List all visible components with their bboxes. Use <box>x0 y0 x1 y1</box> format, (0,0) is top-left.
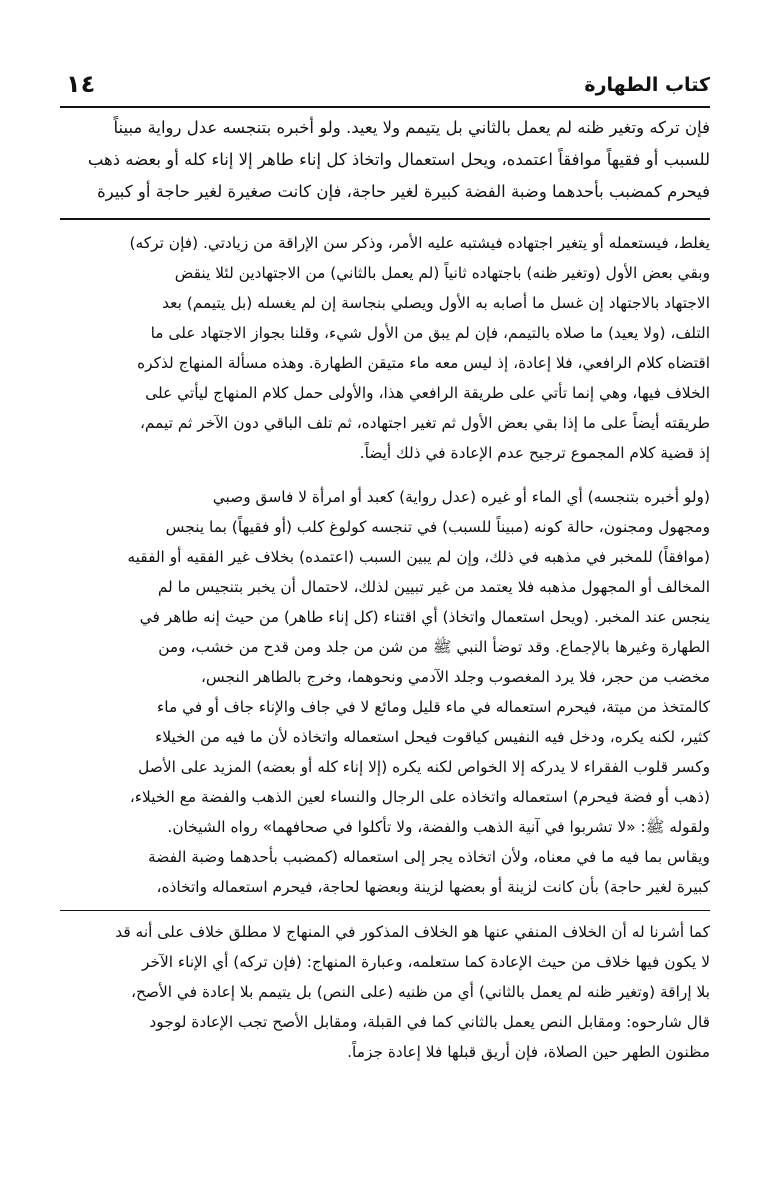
commentary-line: إذ قضية كلام المجموع ترجيح عدم الإعادة في ذلك أيضاً. <box>359 444 710 462</box>
commentary-line: المخالف أو المجهول مذهبه فلا يعتمد من غير تبيين لذلك، لاحتمال أن يخبر بتنجيس ما لم <box>157 578 710 596</box>
commentary-paragraph-1 <box>60 228 710 468</box>
matn-line: فيحرم كمضبب بأحدهما وضبة الفضة كبيرة لغير حاجة، فإن كانت صغيرة لغير حاجة أو كبيرة <box>97 182 710 201</box>
commentary-line: كثير، لكنه يكره، ودخل فيه النفيس كياقوت فيحل استعماله واتخاذه لأن ما فيه من الخيلاء <box>155 728 710 746</box>
matn-text <box>60 112 710 208</box>
running-title: كتاب الطهارة <box>584 74 710 96</box>
commentary-line: وكسر قلوب الفقراء لا يدركه إلا الخواص لكنه يكره (إلا إناء كله أو بعضه) المزيد على الأصل <box>138 758 710 776</box>
page-header <box>60 70 710 106</box>
matn-line: فإن تركه وتغير ظنه لم يعمل بالثاني بل يتيمم ولا يعيد. ولو أخبره بتنجسه عدل رواية مبيناً <box>113 118 710 137</box>
footnote-line: لا يكون فيها خلاف من حيث الإعادة كما ستعلمه، وعبارة المنهاج: (فإن تركه) أي الإناء الآخر <box>141 953 710 971</box>
commentary-line: (موافقاً) للمخبر في مذهبه في ذلك، وإن لم يبين السبب (اعتمده) بخلاف غير الفقيه أو الفقيه <box>127 548 710 566</box>
commentary-line: ويقاس بما فيه ما في معناه، ولأن اتخاذه يجر إلى استعماله (كمضبب بأحدهما وضبة الفضة <box>148 848 710 866</box>
commentary-line: الخلاف فيها، وهي إنما تأتي على طريقة الرافعي هذا، والأولى حمل كلام المنهاج ليأتي على <box>145 384 710 402</box>
matn-separator-rule <box>60 218 710 220</box>
header-rule <box>60 106 710 108</box>
commentary-line: طريقته أيضاً على ما إذا بقي بعض الأول ثم تغير اجتهاده، ثم تلف الباقي دون الآخر ثم تيمم، <box>139 414 710 432</box>
commentary-line: اقتضاه كلام الرافعي، فلا إعادة، إذ ليس معه ماء متيقن الطهارة. وهذه مسألة المنهاج لذكره <box>137 354 710 372</box>
commentary-line: (ذهب أو فضة فيحرم) استعماله واتخاذه على الرجال والنساء لعين الذهب والفضة مع الخيلاء، <box>129 788 710 806</box>
commentary-line: كبيرة لغير حاجة) بأن كانت لزينة أو بعضها لزينة وبعضها لحاجة، فيحرم استعماله واتخاذه، <box>156 878 710 896</box>
footnote-line: بلا إراقة (وتغير ظنه لم يعمل بالثاني) أي من ظنيه (على النص) بل يتيمم بلا إعادة في الأصح، <box>130 983 710 1001</box>
book-page <box>60 70 710 1067</box>
commentary-line: ولقوله ﷺ: «لا تشربوا في آنية الذهب والفضة، ولا تأكلوا في صحافهما» رواه الشيخان. <box>167 818 710 836</box>
page-number: ١٤ <box>66 70 96 98</box>
commentary-line: ينجس عند المخبر. (ويحل استعمال واتخاذ) أي اقتناء (كل إناء طاهر) من حيث إنه طاهر في <box>139 608 710 626</box>
commentary-line: مخضب من حجر، فلا يرد المغصوب وجلد الآدمي ونحوهما، وخرج بالطاهر النجس، <box>200 668 710 686</box>
commentary-line: التلف، (ولا يعيد) ما صلاه بالتيمم، فإن لم يبق من الأول شيء، وقلنا بجواز الاجتهاد على ما <box>150 324 710 342</box>
commentary-line: الاجتهاد بالاجتهاد إن غسل ما أصابه به الأول ويصلي بنجاسة إن لم يغسله (بل يتيمم) بعد <box>162 294 710 312</box>
footnote-line: قال شارحوه: ومقابل النص يعمل بالثاني كما في القبلة، ومقابل الأصح تجب الإعادة لوجود <box>149 1013 710 1031</box>
footnote-line: كما أشرنا له أن الخلاف المنفي عنها هو الخلاف المذكور في المنهاج لا مطلق خلاف على أنه قد <box>115 923 710 941</box>
commentary-line: وبقي بعض الأول (وتغير ظنه) باجتهاده ثانياً (لم يعمل بالثاني) من الاجتهادين لئلا ينقض <box>174 264 710 282</box>
footnote-text <box>60 917 710 1067</box>
footnote-line: مظنون الطهر حين الصلاة، فإن أريق قبلها فلا إعادة جزماً. <box>347 1043 710 1061</box>
commentary-line: الطهارة وغيرها بالإجماع. وقد توضأ النبي ﷺ من شن من جلد ومن قدح من خشب، ومن <box>158 638 710 656</box>
commentary-paragraph-2 <box>60 482 710 902</box>
commentary-line: يغلط، فيستعمله أو يتغير اجتهاده فيشتبه عليه الأمر، وذكر سن الإراقة من زيادتي. (فإن تركه) <box>129 234 710 252</box>
commentary-line: (ولو أخبره بتنجسه) أي الماء أو غيره (عدل رواية) كعبد أو امرأة لا فاسق وصبي <box>212 488 710 506</box>
commentary-line: كالمتخذ من ميتة، فيحرم استعماله في ماء قليل ومائع لا في جاف والإناء جاف أو في ماء <box>157 698 710 716</box>
matn-line: للسبب أو فقيهاً موافقاً اعتمده، ويحل استعمال واتخاذ كل إناء طاهر إلا إناء كله أو بعضه ذهب <box>87 150 710 169</box>
footnote-separator-rule <box>60 910 710 911</box>
commentary-line: ومجهول ومجنون، حالة كونه (مبيناً للسبب) في تنجسه كولوغ كلب (أو فقيهاً) بما ينجس <box>165 518 710 536</box>
